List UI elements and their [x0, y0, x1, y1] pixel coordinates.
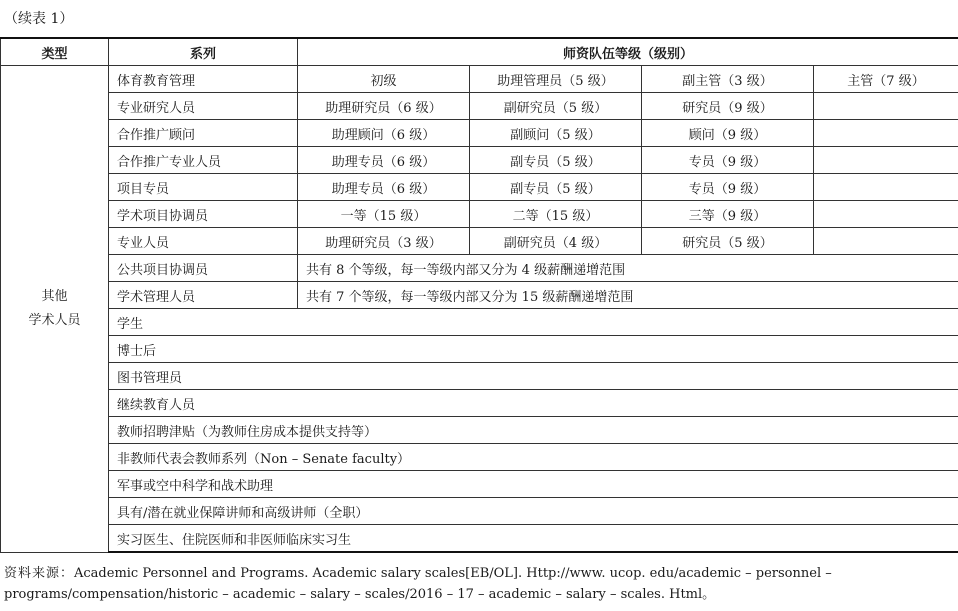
table-row: [1, 174, 958, 201]
series-name: 图书管理员: [109, 363, 958, 390]
table-row: [1, 201, 958, 228]
level-cell: 初级: [298, 66, 470, 93]
table-row: [1, 471, 958, 498]
table-row: [1, 147, 958, 174]
series-name: 体育教育管理: [109, 66, 298, 93]
table-row: [1, 66, 958, 93]
table-header-row: [1, 38, 958, 66]
level-cell: 三等（9 级）: [642, 201, 814, 228]
level-cell: 副研究员（5 级）: [470, 93, 642, 120]
table-row: [1, 390, 958, 417]
table-row: [1, 336, 958, 363]
level-cell: 主管（7 级）: [814, 66, 958, 93]
table-caption: （续表 1）: [4, 11, 74, 27]
level-cell: 副研究员（4 级）: [470, 228, 642, 255]
source-label: 资料来源：: [4, 566, 75, 581]
header-levels: 师资队伍等级（级别）: [298, 38, 958, 66]
level-cell: 助理研究员（6 级）: [298, 93, 470, 120]
series-name: 专业人员: [109, 228, 298, 255]
level-cell: 二等（15 级）: [470, 201, 642, 228]
level-cell: [814, 174, 958, 201]
level-cell: 助理专员（6 级）: [298, 147, 470, 174]
header-type: 类型: [1, 38, 109, 66]
level-cell: 助理管理员（5 级）: [470, 66, 642, 93]
table-row: [1, 498, 958, 525]
series-name: 学生: [109, 309, 958, 336]
series-name: 学术项目协调员: [109, 201, 298, 228]
series-name: 教师招聘津贴（为教师住房成本提供支持等）: [109, 417, 958, 444]
level-cell: 一等（15 级）: [298, 201, 470, 228]
level-cell: [814, 228, 958, 255]
level-cell: 副专员（5 级）: [470, 174, 642, 201]
level-cell: 副顾问（5 级）: [470, 120, 642, 147]
table-row: [1, 309, 958, 336]
header-series: 系列: [109, 38, 298, 66]
level-cell: 副主管（3 级）: [642, 66, 814, 93]
level-cell: [814, 93, 958, 120]
series-name: 非教师代表会教师系列（Non – Senate faculty）: [109, 444, 958, 471]
level-cell: 研究员（5 级）: [642, 228, 814, 255]
table-row: [1, 255, 958, 282]
series-name: 具有/潜在就业保障讲师和高级讲师（全职）: [109, 498, 958, 525]
table-row: [1, 363, 958, 390]
series-name: 合作推广顾问: [109, 120, 298, 147]
level-cell: 副专员（5 级）: [470, 147, 642, 174]
series-name: 博士后: [109, 336, 958, 363]
level-cell: 专员（9 级）: [642, 147, 814, 174]
source-note: [4, 563, 954, 605]
level-cell: 助理顾问（6 级）: [298, 120, 470, 147]
series-name: 公共项目协调员: [109, 255, 298, 282]
table-row: [1, 120, 958, 147]
series-name: 继续教育人员: [109, 390, 958, 417]
series-name: 实习医生、住院医师和非医师临床实习生: [109, 525, 958, 553]
series-name: 军事或空中科学和战术助理: [109, 471, 958, 498]
table-row: [1, 444, 958, 471]
level-cell: [814, 120, 958, 147]
level-cell: 顾问（9 级）: [642, 120, 814, 147]
table-row: [1, 93, 958, 120]
level-cell: 助理研究员（3 级）: [298, 228, 470, 255]
source-text: Academic Personnel and Programs. Academic salary scales[EB/OL]. Http://www. ucop. edu/academic – personnel – programs/compensation/historic – academic – salary – scales/2016 – 17 – academic – salary – scales. Html。: [4, 566, 832, 602]
series-name: 学术管理人员: [109, 282, 298, 309]
series-name: 专业研究人员: [109, 93, 298, 120]
table-row: [1, 228, 958, 255]
category-line-1: 其他: [41, 288, 68, 304]
level-description: 共有 8 个等级，每一等级内部又分为 4 级薪酬递增范围: [298, 255, 958, 282]
level-cell: 专员（9 级）: [642, 174, 814, 201]
level-cell: 助理专员（6 级）: [298, 174, 470, 201]
academic-staff-table: [0, 37, 958, 553]
level-cell: [814, 147, 958, 174]
level-cell: [814, 201, 958, 228]
category-line-2: 学术人员: [28, 312, 81, 328]
level-cell: 研究员（9 级）: [642, 93, 814, 120]
level-description: 共有 7 个等级，每一等级内部又分为 15 级薪酬递增范围: [298, 282, 958, 309]
series-name: 项目专员: [109, 174, 298, 201]
table-row: [1, 282, 958, 309]
table-row: [1, 417, 958, 444]
series-name: 合作推广专业人员: [109, 147, 298, 174]
category-cell: [1, 66, 109, 553]
table-row: [1, 525, 958, 553]
